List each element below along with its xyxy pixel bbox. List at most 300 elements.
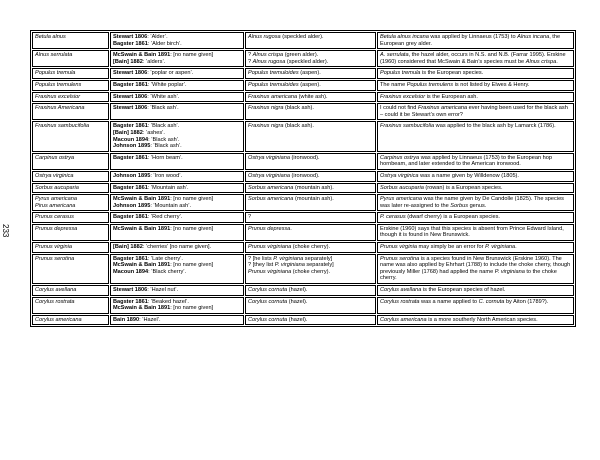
historical-species-name: Betula alnus (35, 34, 66, 40)
reference-text: : ‘Hazel’. (139, 316, 161, 323)
reference-text: : ‘Black ash’. (147, 123, 180, 130)
reference-author: Stewart 1806 (113, 70, 148, 77)
comment-species-name: Corylus avellana (380, 287, 422, 294)
comment-cell (377, 285, 574, 296)
reference-text: : [no name given] (170, 262, 214, 269)
historical-species-name: Populus tremulens (35, 81, 82, 88)
reference-entry (113, 299, 241, 306)
modern-name-entry (248, 34, 373, 41)
comment-cell (377, 121, 574, 151)
reference-cell (110, 194, 244, 211)
reference-text: : ‘Hazel nut’. (147, 287, 178, 294)
modern-common-name: separately] (303, 255, 333, 262)
historical-name-cell (32, 153, 109, 170)
modern-common-name: (choke cherry). (291, 268, 331, 275)
species-table-body (32, 32, 574, 325)
historical-name-cell (32, 80, 109, 91)
modern-name-cell (245, 194, 376, 211)
comment-species-name: Prunus serotina (380, 255, 420, 262)
modern-common-name: (black ash). (283, 105, 314, 112)
historical-species-name: Populus tremula (35, 70, 76, 77)
comment-species-name: P. virginiana (485, 244, 516, 251)
modern-species-name: Sorbus americana (248, 196, 294, 203)
comment-text: . (556, 58, 558, 65)
historical-species-name: Ostrya virginica (35, 172, 74, 179)
modern-species-name: Sorbus americana (248, 184, 294, 191)
comment-text: was a name applied to (419, 298, 479, 305)
reference-author: Bagster 1861 (113, 298, 148, 305)
modern-name-entry (248, 155, 373, 162)
modern-name-entry (248, 70, 373, 77)
comment-cell (377, 194, 574, 211)
historical-name-cell (32, 68, 109, 79)
modern-name-prefix: ? (248, 58, 253, 65)
table-row (32, 297, 574, 314)
comment-text: is not listed by Elwes & Henry. (453, 81, 530, 88)
modern-name-prefix: ? (248, 52, 253, 59)
reference-cell (110, 315, 244, 326)
reference-text: : [no name given] (170, 196, 214, 203)
reference-cell (110, 297, 244, 314)
reference-cell (110, 212, 244, 223)
modern-species-name: Corylus cornuta (248, 316, 288, 323)
comment-text: is a species found in New Brunswick (Erskine 1960). The name was also applied by Ehrhart (1788) to include the choke cherry, though previously Miller (1768) had applied the name (380, 255, 571, 275)
table-row (32, 121, 574, 151)
comment-cell (377, 92, 574, 103)
comment-text: was applied to the black ash by Lamarck (1786). (434, 123, 556, 130)
historical-name-cell (32, 242, 109, 253)
modern-name-cell (245, 68, 376, 79)
reference-cell (110, 68, 244, 79)
table-row (32, 183, 574, 194)
comment-text: The name (380, 81, 407, 88)
comment-text: may simply be an error for (417, 244, 486, 251)
comment-species-name: Fraxinus excelsior (380, 93, 426, 100)
historical-species-name: Corylus americana (35, 316, 82, 323)
reference-cell (110, 171, 244, 182)
historical-species-name: Alnus serrulata (35, 52, 73, 59)
comment-cell (377, 212, 574, 223)
historical-name-cell (32, 183, 109, 194)
table-row (32, 194, 574, 211)
modern-name-entry (248, 105, 373, 112)
modern-common-name: (mountain ash). (293, 196, 334, 203)
comment-species-name: Prunus virginia (380, 244, 417, 251)
modern-species-name: Alnus rugosa (252, 58, 286, 65)
modern-name-cell (245, 254, 376, 284)
modern-species-name: Prunus virginiana (248, 244, 292, 251)
modern-species-name: Ostrya virginiana (248, 172, 290, 179)
comment-species-name: Corylus rostrata (380, 298, 420, 305)
reference-author: Bagster 1861 (113, 154, 148, 161)
table-row (32, 171, 574, 182)
modern-common-name: (ironwood). (289, 154, 320, 161)
comment-cell (377, 254, 574, 284)
reference-entry (113, 196, 241, 203)
reference-text: : ‘poplar or aspen’. (147, 70, 194, 77)
table-row (32, 32, 574, 49)
historical-species-name: Pirus americana (35, 202, 76, 209)
reference-text: : [no name given] (170, 52, 214, 59)
reference-author: Bagster 1861 (113, 184, 148, 191)
historical-name-cell (32, 194, 109, 211)
historical-species-name: Prunus cerasus (35, 214, 74, 221)
modern-common-name: (speckled alder). (280, 34, 324, 40)
reference-cell (110, 153, 244, 170)
reference-cell (110, 121, 244, 151)
modern-name-cell (245, 212, 376, 223)
reference-entry (113, 269, 241, 276)
table-row (32, 315, 574, 326)
modern-species-name: Ostrya virginiana (248, 154, 290, 161)
comment-text: ever having been used for the black ash – could it be Stewart’s own error? (380, 105, 568, 118)
historical-name-cell (32, 103, 109, 120)
comment-text: was applied by Linnaeus (1753) to (428, 34, 518, 40)
reference-entry (113, 317, 241, 324)
modern-name-entry (248, 59, 373, 66)
reference-cell (110, 32, 244, 49)
historical-name-cell (32, 50, 109, 67)
comment-text: genus. (468, 202, 487, 209)
modern-species-name: Alnus rugosa (248, 34, 281, 40)
comment-cell (377, 242, 574, 253)
comment-species-name: Fraxinus americana (417, 105, 468, 112)
table-row (32, 242, 574, 253)
table-row (32, 212, 574, 223)
reference-text: : [no name given] (170, 225, 214, 232)
comment-text: is the European species of hazel. (421, 287, 506, 294)
modern-name-entry (248, 256, 373, 263)
table-row (32, 92, 574, 103)
historical-name-cell (32, 92, 109, 103)
comment-species-name: Carpinus ostrya (380, 154, 420, 161)
historical-species-name: Sorbus aucuparia (35, 184, 79, 191)
modern-common-name: (speckled alder). (285, 58, 329, 65)
historical-name-cell (32, 212, 109, 223)
modern-species-name: Prunus depressa (248, 225, 291, 232)
table-row (32, 153, 574, 170)
comment-species-name: C. cornuta (478, 298, 505, 305)
reference-entry (113, 185, 241, 192)
modern-species-name: Alnus crispa (252, 52, 284, 59)
modern-name-entry (248, 269, 373, 276)
historical-species-name: Fraxinus sambucifolia (35, 123, 90, 130)
reference-text: : ‘ashes’. (142, 129, 165, 136)
reference-entry (113, 305, 241, 312)
reference-text: : ‘Alder’. (147, 34, 168, 40)
comment-cell (377, 297, 574, 314)
reference-cell (110, 103, 244, 120)
table-row (32, 80, 574, 91)
reference-entry (113, 287, 241, 294)
comment-text: was the name given by De Candolle (1825). The species was later re-assigned to the (380, 196, 564, 209)
reference-text: : ‘cherries’ [no name given]. (142, 244, 212, 251)
reference-text: : ‘White poplar’. (147, 81, 187, 88)
reference-text: : ‘Black ash’. (150, 143, 182, 150)
reference-author: Stewart 1806 (113, 287, 148, 294)
reference-author: Johnson 1895 (113, 172, 151, 179)
reference-cell (110, 254, 244, 284)
modern-common-name: (hazel). (287, 287, 308, 294)
reference-author: McSwain & Bain 1891 (113, 225, 171, 232)
reference-entry (113, 52, 241, 59)
species-table (30, 30, 576, 327)
modern-common-name: (ironwood). (289, 172, 320, 179)
modern-common-name: (aspen). (298, 70, 321, 77)
reference-author: Bagster 1861 (113, 255, 148, 262)
reference-author: Bagster 1861 (113, 40, 148, 47)
modern-name-prefix: ? [they list (248, 262, 275, 269)
comment-species-name: Betula alnus incana (380, 34, 429, 40)
page-number: 233 (1, 224, 10, 238)
reference-author: McSwain & Bain 1891 (113, 262, 171, 269)
historical-species-name: Corylus avellana (35, 287, 77, 294)
modern-name-cell (245, 242, 376, 253)
comment-cell (377, 183, 574, 194)
reference-entry (113, 214, 241, 221)
modern-species-name: Fraxinus americana (248, 93, 298, 100)
comment-text: . (515, 244, 517, 251)
reference-author: [Bain] 1882 (113, 58, 143, 65)
comment-cell (377, 50, 574, 67)
historical-name-cell (32, 285, 109, 296)
modern-name-cell (245, 171, 376, 182)
reference-text: : ‘Black ash’. (148, 136, 180, 143)
historical-species-name: Prunus serotina (35, 255, 75, 262)
table-row (32, 254, 574, 284)
reference-author: McSwain & Bain 1891 (113, 52, 171, 59)
comment-cell (377, 224, 574, 241)
comment-cell (377, 68, 574, 79)
modern-species-name: Populus tremuloides (248, 81, 299, 88)
comment-species-name: P. virginiana (494, 268, 525, 275)
reference-text: : ‘Late cherry’. (147, 255, 183, 262)
reference-entry (113, 262, 241, 269)
historical-species-name: Fraxinus Americana (35, 105, 85, 112)
reference-text: : ‘Iron wood’. (150, 172, 183, 179)
comment-species-name: Corylus americana (380, 316, 427, 323)
reference-text: : ‘Black cherry’. (148, 268, 187, 275)
historical-name-cell (32, 297, 109, 314)
modern-species-name: Corylus cornuta (248, 287, 288, 294)
comment-species-name: Populus tremula (380, 70, 421, 77)
table-row (32, 285, 574, 296)
modern-name-entry (248, 82, 373, 89)
modern-name-entry (248, 52, 373, 59)
reference-cell (110, 50, 244, 67)
reference-author: Bagster 1861 (113, 214, 148, 221)
modern-name-cell (245, 103, 376, 120)
modern-name-cell (245, 183, 376, 194)
comment-cell (377, 153, 574, 170)
modern-common-name: ? (248, 214, 252, 221)
modern-common-name: separately] (304, 262, 334, 269)
modern-name-cell (245, 50, 376, 67)
comment-species-name: Sorbus (450, 202, 469, 209)
reference-text: : ‘Red cherry’. (147, 214, 183, 221)
historical-species-name: Prunus virginia (35, 244, 72, 251)
reference-author: Bain 1890 (113, 316, 140, 323)
comment-species-name: Pyrus americana (380, 196, 422, 203)
modern-common-name: . (290, 225, 292, 232)
historical-species-name: Fraxinus excelsior (35, 93, 81, 100)
historical-species-name: Pyrus americana (35, 196, 77, 203)
comment-text: is the European species. (420, 70, 484, 77)
modern-species-name: P. virginiana (274, 262, 305, 269)
modern-name-entry (248, 173, 373, 180)
modern-name-entry (248, 185, 373, 192)
reference-entry (113, 155, 241, 162)
reference-text: : ‘Mountain ash’. (147, 184, 189, 191)
comment-text: by Aiton (1789?). (504, 298, 549, 305)
historical-name-cell (32, 315, 109, 326)
reference-entry (113, 59, 241, 66)
reference-text: : ‘Alder birch’. (147, 40, 182, 47)
reference-author: Stewart 1806 (113, 34, 148, 40)
modern-name-cell (245, 224, 376, 241)
modern-name-cell (245, 315, 376, 326)
reference-cell (110, 92, 244, 103)
comment-text: (rowan) is a European species. (423, 184, 503, 191)
reference-entry (113, 226, 241, 233)
modern-name-cell (245, 153, 376, 170)
reference-entry (113, 94, 241, 101)
modern-name-cell (245, 32, 376, 49)
comment-text: is the European ash. (425, 93, 478, 100)
comment-species-name: A. serrulata (380, 52, 409, 59)
reference-cell (110, 224, 244, 241)
reference-cell (110, 242, 244, 253)
modern-common-name: (mountain ash). (293, 184, 334, 191)
modern-name-cell (245, 121, 376, 151)
modern-name-cell (245, 297, 376, 314)
reference-entry (113, 203, 241, 210)
reference-entry (113, 244, 241, 251)
reference-cell (110, 80, 244, 91)
reference-text: : [no name given] (170, 305, 214, 312)
reference-author: Bagster 1861 (113, 123, 148, 130)
comment-text: was applied by Linnaeus (1753) to the European hop hornbeam, and later extended to the American ironwood. (380, 154, 552, 168)
modern-common-name: (black ash). (283, 123, 314, 130)
comment-species-name: P. cerasus (380, 214, 406, 221)
modern-common-name: (choke cherry). (291, 244, 331, 251)
modern-name-entry (248, 287, 373, 294)
reference-author: Stewart 1806 (113, 93, 148, 100)
comment-species-name: Populus tremulens (406, 81, 454, 88)
modern-name-entry (248, 196, 373, 203)
reference-text: : ‘alders’. (142, 58, 166, 65)
modern-name-entry (248, 123, 373, 130)
reference-entry (113, 123, 241, 130)
historical-species-name: Prunus depressa (35, 225, 78, 232)
comment-text: was a name given by Willdenow (1805). (418, 172, 519, 179)
table-row (32, 224, 574, 241)
comment-text: to the choke cherry. (380, 268, 557, 282)
modern-name-entry (248, 299, 373, 306)
comment-cell (377, 315, 574, 326)
comment-text: , the European grey alder. (380, 34, 561, 47)
comment-species-name: Sorbus aucuparia (380, 184, 424, 191)
reference-author: Johnson 1895 (113, 202, 151, 209)
historical-name-cell (32, 171, 109, 182)
modern-name-prefix: ? [he lists (248, 255, 274, 262)
reference-entry (113, 130, 241, 137)
reference-author: McSwain & Bain 1891 (113, 305, 171, 312)
reference-cell (110, 183, 244, 194)
comment-cell (377, 103, 574, 120)
comment-species-name: Ostrya virginica (380, 172, 419, 179)
historical-name-cell (32, 121, 109, 151)
comment-species-name: Alnus incana (517, 34, 550, 40)
reference-text: : ‘White ash’. (147, 93, 180, 100)
table-row (32, 68, 574, 79)
comment-text: is a more southerly North American species. (426, 316, 538, 323)
comment-text: I could not find (380, 105, 418, 112)
reference-text: : ‘Mountain ash’. (150, 202, 192, 209)
modern-name-entry (248, 214, 373, 221)
modern-name-cell (245, 285, 376, 296)
modern-name-entry (248, 262, 373, 269)
modern-name-entry (248, 94, 373, 101)
reference-entry (113, 173, 241, 180)
modern-common-name: (aspen). (298, 81, 321, 88)
historical-name-cell (32, 32, 109, 49)
modern-common-name: (white ash). (297, 93, 328, 100)
modern-common-name: (green alder). (283, 52, 319, 59)
modern-species-name: P. virginiana (273, 255, 304, 262)
table-row (32, 103, 574, 120)
historical-name-cell (32, 254, 109, 284)
comment-cell (377, 171, 574, 182)
reference-text: : ‘Black ash’. (147, 105, 179, 112)
reference-entry (113, 137, 241, 144)
modern-common-name: (hazel). (287, 316, 308, 323)
historical-name-cell (32, 224, 109, 241)
reference-entry (113, 105, 241, 112)
reference-entry (113, 70, 241, 77)
reference-author: Macoun 1894 (113, 268, 149, 275)
comment-species-name: Fraxinus sambucifolia (380, 123, 435, 130)
reference-text: : ‘Beaked hazel’. (147, 298, 189, 305)
reference-entry (113, 41, 241, 48)
modern-common-name: (hazel). (287, 298, 308, 305)
comment-text: Erskine (1960) says that this species is absent from Prince Edward Island, though it is found in New Brunswick. (380, 225, 564, 239)
historical-species-name: Carpinus ostrya (35, 154, 75, 161)
modern-name-entry (248, 317, 373, 324)
reference-entry (113, 256, 241, 263)
reference-author: Johnson 1895 (113, 143, 151, 150)
modern-name-cell (245, 80, 376, 91)
comment-cell (377, 80, 574, 91)
reference-author: Bagster 1861 (113, 81, 148, 88)
historical-species-name: Corylus rostrata (35, 298, 75, 305)
comment-text: , the hazel alder, occurs in N.S. and N.B. (Farrar 1995). Erskine (1960) considered that McSwain & Bain’s species must be (380, 52, 566, 65)
modern-name-entry (248, 226, 373, 233)
modern-species-name: Corylus cornuta (248, 298, 288, 305)
comment-species-name: Alnus crispa (525, 58, 557, 65)
reference-author: [Bain] 1882 (113, 129, 143, 136)
reference-entry (113, 82, 241, 89)
modern-species-name: Fraxinus nigra (248, 105, 284, 112)
reference-author: Macoun 1894 (113, 136, 149, 143)
modern-species-name: Populus tremuloides (248, 70, 299, 77)
modern-name-cell (245, 92, 376, 103)
reference-entry (113, 34, 241, 41)
modern-species-name: Fraxinus nigra (248, 123, 284, 130)
reference-author: Stewart 1806 (113, 105, 148, 112)
reference-author: McSwain & Bain 1891 (113, 196, 171, 203)
reference-text: : ‘Horn beam’. (147, 154, 183, 161)
